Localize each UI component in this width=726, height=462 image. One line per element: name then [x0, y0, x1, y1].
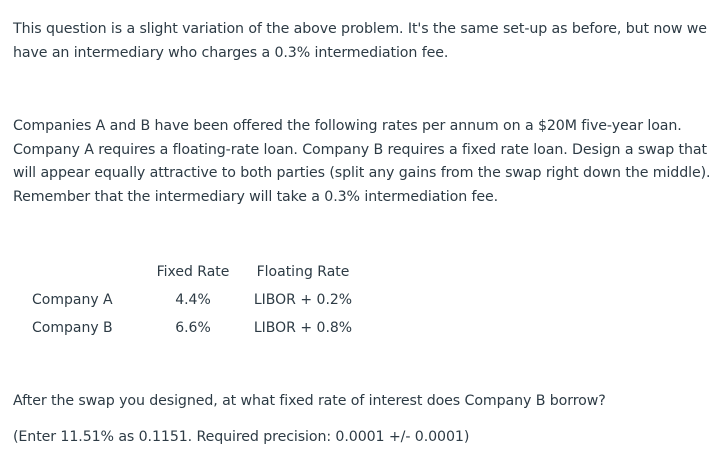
answer-format-note: (Enter 11.51% as 0.1151. Required precision: 0.0001 +/- 0.0001): [13, 429, 470, 445]
company-a-fixed-rate: 4.4%: [175, 292, 211, 308]
header-fixed-rate: Fixed Rate: [156, 264, 230, 280]
company-b-fixed-rate: 6.6%: [175, 320, 211, 336]
question-text: After the swap you designed, at what fixed rate of interest does Company B borrow?: [13, 393, 606, 409]
intro-paragraph: This question is a slight variation of the above problem. It's the same set-up as before, but now we have an intermediary who charges a 0.3% intermediation fee.: [13, 21, 707, 61]
company-b-label: Company B: [32, 320, 113, 336]
table-row: [20, 286, 364, 314]
rates-table: [20, 258, 364, 342]
table-row: [20, 314, 364, 342]
problem-paragraph: Companies A and B have been offered the following rates per annum on a $20M five-year loan. Company A requires a floating-rate loan. Company B requires a fixed rate loan. Design a swap that will appear equally attractive to both parties (split any gains from the swap right down the middle). Remember that the intermediary will take a 0.3% intermediation fee.: [13, 118, 711, 205]
header-empty-cell: [20, 258, 144, 286]
table-header-row: [20, 258, 364, 286]
company-a-label: Company A: [32, 292, 113, 308]
company-b-floating-rate: LIBOR + 0.8%: [253, 320, 353, 336]
header-floating-rate: Floating Rate: [256, 264, 350, 280]
company-a-floating-rate: LIBOR + 0.2%: [253, 292, 353, 308]
